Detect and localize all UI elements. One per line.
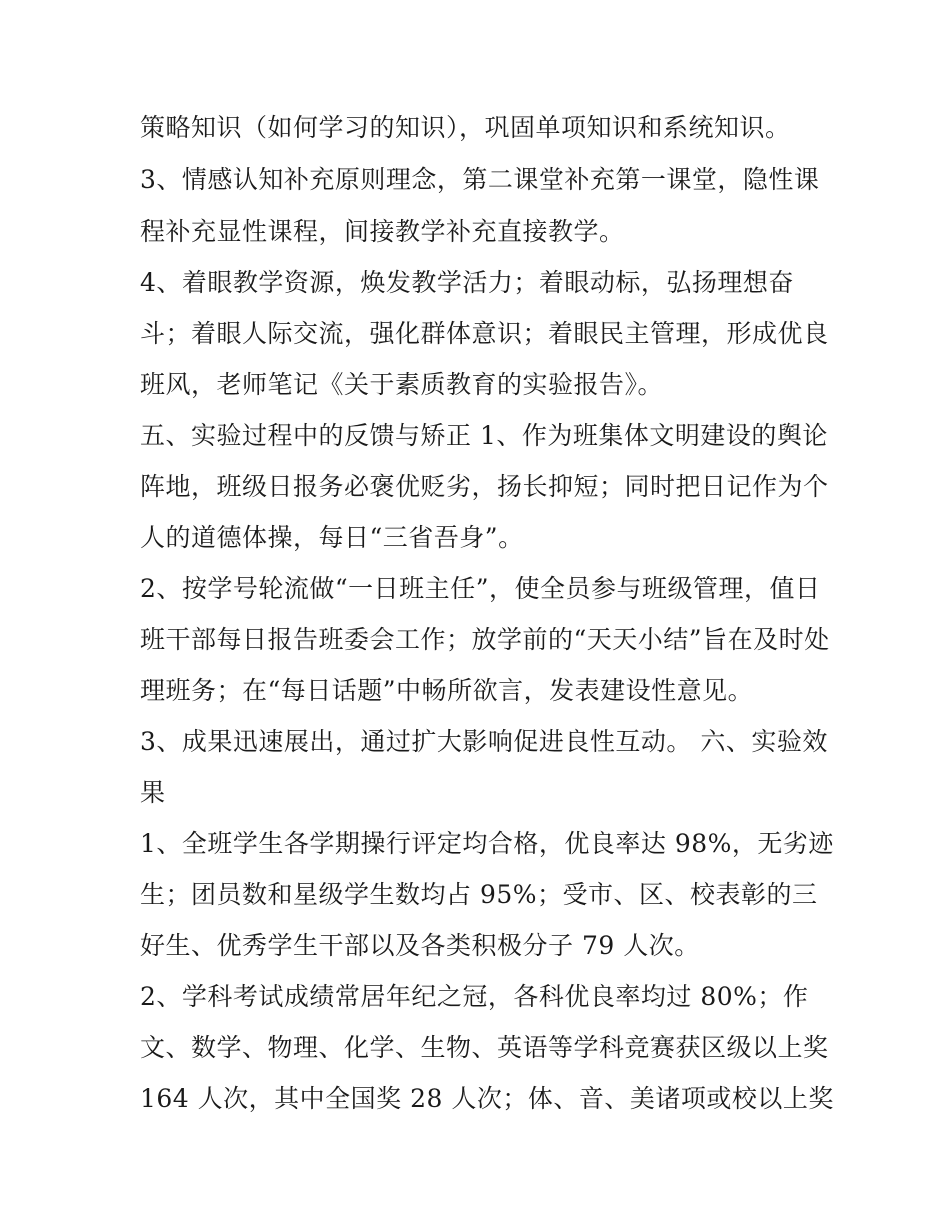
text-line: 人的道德体操，每日“三省吾身”。: [140, 523, 524, 552]
text-line: 策略知识（如何学习的知识），巩固单项知识和系统知识。: [140, 113, 791, 142]
text-line: 阵地，班级日报务必褒优贬劣，扬长抑短；同时把日记作为个: [140, 472, 829, 501]
text-line: 2、按学号轮流做“一日班主任”，使全员参与班级管理，值日: [140, 574, 821, 603]
text-line: 3、情感认知补充原则理念，第二课堂补充第一课堂，隐性课: [140, 165, 820, 194]
text-line: 生；团员数和星级学生数均占 95%；受市、区、校表彰的三: [140, 880, 818, 909]
text-line: 程补充显性课程，间接教学补充直接教学。: [140, 217, 625, 246]
text-line: 164 人次，其中全国奖 28 人次；体、音、美诸项或校以上奖: [140, 1084, 834, 1113]
text-line: 斗；着眼人际交流，强化群体意识；着眼民主管理，形成优良: [140, 319, 829, 348]
text-line: 班风，老师笔记《关于素质教育的实验报告》。: [140, 370, 664, 399]
text-line: 4、着眼教学资源，焕发教学活力；着眼动标，弘扬理想奋: [140, 268, 794, 297]
text-line: 五、实验过程中的反馈与矫正 1、作为班集体文明建设的舆论: [140, 421, 828, 450]
text-line: 2、学科考试成绩常居年纪之冠，各科优良率均过 80%；作: [140, 982, 809, 1011]
text-line: 文、数学、物理、化学、生物、英语等学科竞赛获区级以上奖: [140, 1033, 829, 1062]
text-line: 理班务；在“每日话题”中畅所欲言，发表建设性意见。: [140, 676, 754, 705]
text-line: 班干部每日报告班委会工作；放学前的“天天小结”旨在及时处: [140, 625, 830, 654]
text-line: 好生、优秀学生干部以及各类积极分子 79 人次。: [140, 931, 700, 960]
text-line: 果: [140, 778, 166, 807]
text-line: 1、全班学生各学期操行评定均合格，优良率达 98%，无劣迹: [140, 829, 834, 858]
text-line: 3、成果迅速展出，通过扩大影响促进良性互动。 六、实验效: [140, 727, 828, 756]
